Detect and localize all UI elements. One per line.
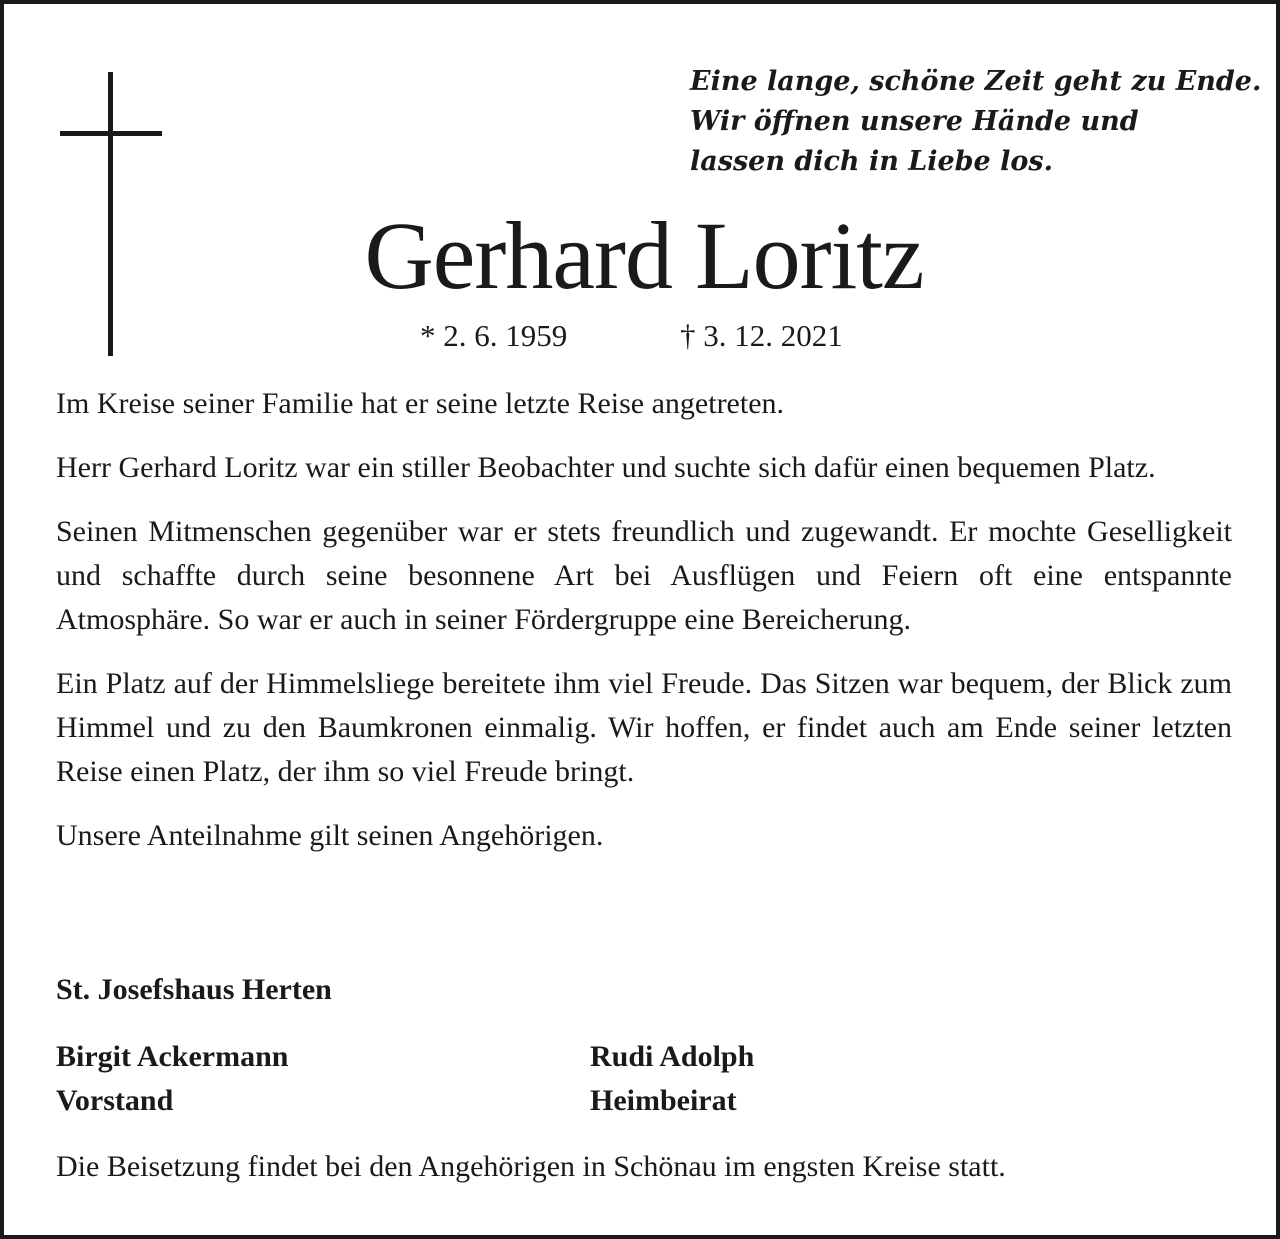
paragraph: Unsere Anteilnahme gilt seinen Angehörigen. <box>56 819 604 852</box>
signer-block <box>56 1035 289 1123</box>
motto-line: Eine lange, schöne Zeit geht zu Ende. <box>690 66 1262 97</box>
deceased-name: Gerhard Loritz <box>364 202 924 309</box>
signer-name: Birgit Ackermann <box>56 1040 289 1073</box>
birth-date: * 2. 6. 1959 <box>420 318 568 353</box>
burial-notice: Die Beisetzung findet bei den Angehörigen in Schönau im engsten Kreise statt. <box>56 1150 1006 1183</box>
organization-name: St. Josefshaus Herten <box>56 973 332 1006</box>
cross-horizontal-bar <box>60 131 162 136</box>
death-date: † 3. 12. 2021 <box>680 318 843 353</box>
signer-role: Vorstand <box>56 1084 174 1117</box>
motto-verse <box>690 62 1260 182</box>
signer-role: Heimbeirat <box>590 1084 737 1117</box>
paragraph: Ein Platz auf der Himmelsliege bereitete ihm viel Freude. Das Sitzen war bequem, der Blick zum Himmel und zu den Baumkronen einmalig. Wir hoffen, er findet auch am Ende seiner letzten Reise einen Platz, der ihm so viel Freude bringt. <box>56 667 1232 788</box>
paragraph: Seinen Mitmenschen gegenüber war er stets freundlich und zugewandt. Er mochte Geselligkeit und schaffte durch seine besonnene Art bei Ausflügen und Feiern oft eine entspannte Atmosphäre. So war er auch in seiner Fördergruppe eine Bereicherung. <box>56 515 1232 636</box>
signer-name: Rudi Adolph <box>590 1040 755 1073</box>
motto-line: Wir öffnen unsere Hände und <box>690 106 1139 137</box>
signer-block <box>590 1035 754 1123</box>
paragraph: Herr Gerhard Loritz war ein stiller Beobachter und suchte sich dafür einen bequemen Platz. <box>56 451 1156 484</box>
motto-line: lassen dich in Liebe los. <box>690 146 1053 177</box>
obituary-body <box>56 382 1232 878</box>
paragraph: Im Kreise seiner Familie hat er seine letzte Reise angetreten. <box>56 387 785 420</box>
